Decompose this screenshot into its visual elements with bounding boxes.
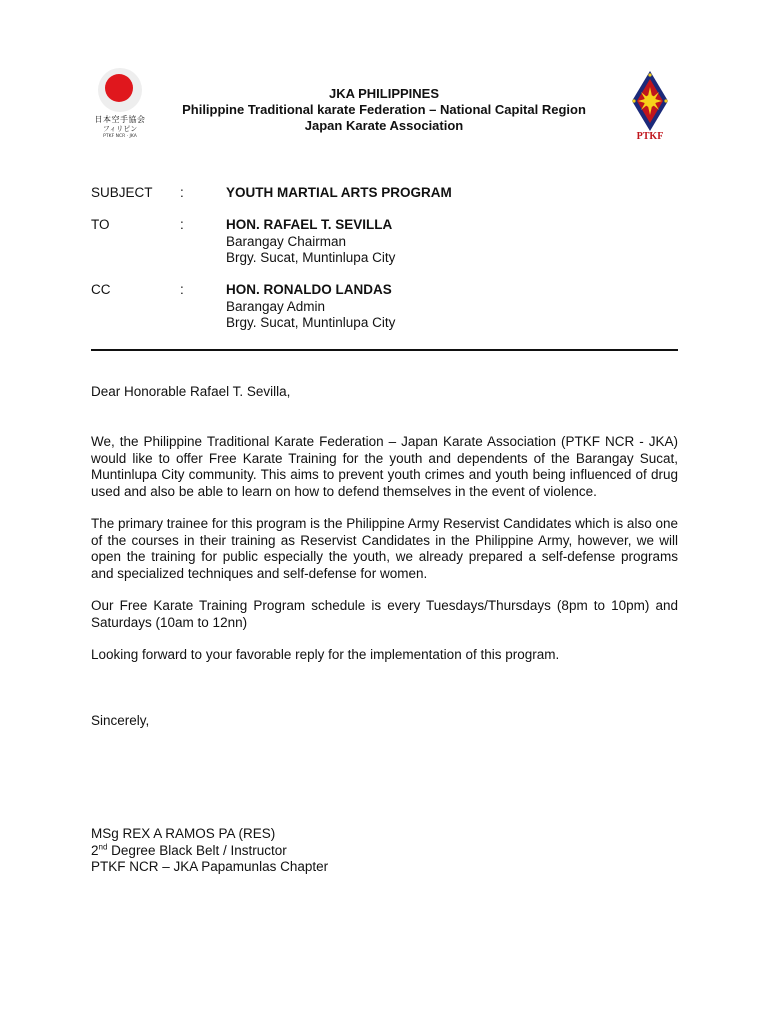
cc-address: Brgy. Sucat, Muntinlupa City [226, 315, 396, 330]
body-paragraph-2: The primary trainee for this program is the Philippine Army Reservist Candidates which is also one of the courses in their training as Reservist Candidates in the Philippine Army, however, we will open the training for public especially the youth, we already prepared a self-defense programs and specialized techniques and self-defense for women. [91, 516, 678, 581]
divider-line [91, 349, 678, 351]
association-name: Japan Karate Association [304, 118, 464, 133]
signer-chapter: PTKF NCR – JKA Papamunlas Chapter [91, 859, 329, 874]
to-label: TO [91, 217, 110, 232]
rank-suffix: nd [98, 842, 108, 851]
body-paragraph-1: We, the Philippine Traditional Karate Federation – Japan Karate Association (PTKF NCR - JKA) would like to offer Free Karate Training for the youth and dependents of the Barangay Sucat, Muntinlupa City community. This aims to prevent youth crimes and youth being influenced of drug used and also be able to learn on how to defend themselves in the event of violence. [91, 434, 678, 499]
to-title: Barangay Chairman [226, 233, 347, 249]
subject-label: SUBJECT [91, 185, 153, 200]
closing: Sincerely, [91, 713, 150, 728]
rising-sun-icon [98, 68, 142, 112]
to-recipient [226, 217, 646, 267]
signature-block [91, 826, 328, 876]
cc-colon: : [180, 282, 184, 297]
subject-colon: : [180, 185, 184, 200]
cc-title: Barangay Admin [226, 298, 326, 314]
federation-name: Philippine Traditional karate Federation – National Capital Region [182, 102, 586, 117]
rank-number: 2 [91, 842, 99, 858]
rank-rest: Degree Black Belt / Instructor [107, 842, 287, 858]
subject-value: YOUTH MARTIAL ARTS PROGRAM [226, 185, 452, 200]
logo-katakana-text: フィリピン [102, 125, 138, 133]
cc-recipient [226, 282, 646, 332]
logo-small-text: PTKF NCR · JKA [103, 134, 137, 139]
cc-name: HON. RONALDO LANDAS [226, 282, 392, 297]
to-address: Brgy. Sucat, Muntinlupa City [226, 250, 396, 265]
to-colon: : [180, 217, 184, 232]
cc-label: CC [91, 282, 111, 297]
ptkf-logo [628, 70, 672, 146]
salutation: Dear Honorable Rafael T. Sevilla, [91, 384, 291, 399]
jka-logo [90, 68, 150, 144]
org-name: JKA PHILIPPINES [328, 86, 440, 101]
body-paragraph-4: Looking forward to your favorable reply for the implementation of this program. [91, 647, 560, 662]
letterhead [150, 86, 618, 134]
signer-rank [91, 843, 328, 860]
ptkf-diamond-sun-icon [628, 70, 672, 132]
logo-japanese-text: 日本空手協会 [94, 115, 146, 124]
ptkf-label: PTKF [636, 131, 664, 142]
body-paragraph-3: Our Free Karate Training Program schedule is every Tuesdays/Thursdays (8pm to 10pm) and Saturdays (10am to 12nn) [91, 598, 678, 630]
to-name: HON. RAFAEL T. SEVILLA [226, 217, 393, 232]
signer-name: MSg REX A RAMOS PA (RES) [91, 826, 276, 841]
subject-value-wrap [226, 185, 646, 202]
